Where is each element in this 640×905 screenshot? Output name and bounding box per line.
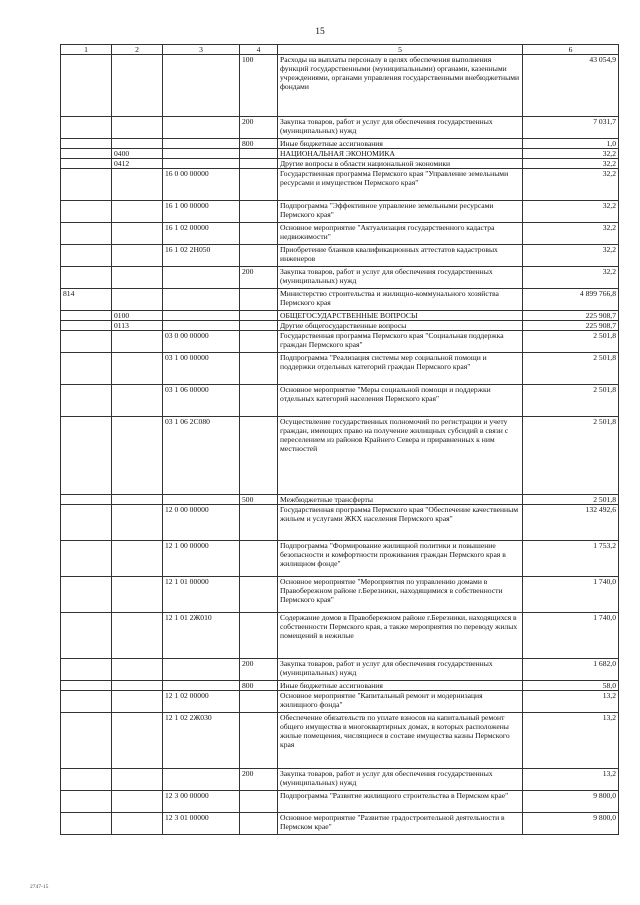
ministry-code-cell	[61, 659, 112, 681]
item-name-cell: Закупка товаров, работ и услуг для обеспечения государственных (муниципальных) нужд	[278, 769, 523, 791]
expense-type-cell	[240, 321, 278, 331]
amount-cell: 132 492,6	[523, 505, 619, 541]
amount-cell: 2 501,8	[523, 331, 619, 353]
ministry-code-cell	[61, 385, 112, 417]
table-row	[61, 267, 619, 289]
item-name-cell: НАЦИОНАЛЬНАЯ ЭКОНОМИКА	[278, 149, 523, 159]
amount-cell: 1,0	[523, 139, 619, 149]
expense-type-cell	[240, 813, 278, 835]
amount-cell: 13,2	[523, 769, 619, 791]
section-code-cell: 0100	[112, 311, 163, 321]
target-article-cell: 12 3 00 00000	[163, 791, 240, 813]
ministry-code-cell	[61, 713, 112, 769]
table-row	[61, 385, 619, 417]
target-article-cell: 12 1 01 00000	[163, 577, 240, 613]
amount-cell: 32,2	[523, 267, 619, 289]
target-article-cell	[163, 311, 240, 321]
target-article-cell	[163, 321, 240, 331]
ministry-code-cell	[61, 321, 112, 331]
expense-type-cell: 200	[240, 267, 278, 289]
table-row	[61, 769, 619, 791]
section-code-cell	[112, 417, 163, 495]
expense-type-cell: 200	[240, 659, 278, 681]
amount-cell: 58,0	[523, 681, 619, 691]
ministry-code-cell	[61, 201, 112, 223]
target-article-cell: 12 1 01 2Ж010	[163, 613, 240, 659]
item-name-cell: Подпрограмма "Реализация системы мер социальной помощи и поддержки отдельных категорий граждан Пермского края"	[278, 353, 523, 385]
expense-type-cell: 800	[240, 681, 278, 691]
table-row	[61, 245, 619, 267]
item-name-cell: Основное мероприятие "Развитие градостроительной деятельности в Пермском крае"	[278, 813, 523, 835]
target-article-cell	[163, 289, 240, 311]
column-number: 1	[61, 45, 112, 55]
table-row	[61, 321, 619, 331]
target-article-cell: 16 1 02 00000	[163, 223, 240, 245]
table-row	[61, 659, 619, 681]
amount-cell: 1 740,0	[523, 577, 619, 613]
column-number: 4	[240, 45, 278, 55]
ministry-code-cell	[61, 149, 112, 159]
expense-type-cell	[240, 201, 278, 223]
table-row	[61, 577, 619, 613]
section-code-cell	[112, 691, 163, 713]
amount-cell: 1 682,0	[523, 659, 619, 681]
expense-type-cell	[240, 331, 278, 353]
page-number: 15	[315, 27, 325, 37]
expense-type-cell	[240, 353, 278, 385]
table-row	[61, 691, 619, 713]
expense-type-cell	[240, 289, 278, 311]
amount-cell: 1 753,2	[523, 541, 619, 577]
item-name-cell: Обеспечение обязательств по уплате взносов на капитальный ремонт общего имущества в многоквартирных домах, в которых расположены жилые помещения, числящиеся в составе имущества казны Пермского края	[278, 713, 523, 769]
amount-cell: 4 899 766,8	[523, 289, 619, 311]
amount-cell: 13,2	[523, 691, 619, 713]
target-article-cell	[163, 159, 240, 169]
item-name-cell: Министерство строительства и жилищно-коммунального хозяйства Пермского края	[278, 289, 523, 311]
item-name-cell: Расходы на выплаты персоналу в целях обеспечения выполнения функций государственными (муниципальными) органами, казенными учреждениями, органами управления государственными внебюджетными фондами	[278, 55, 523, 117]
item-name-cell: Другие вопросы в области национальной экономики	[278, 159, 523, 169]
item-name-cell: Закупка товаров, работ и услуг для обеспечения государственных (муниципальных) нужд	[278, 117, 523, 139]
table-row	[61, 139, 619, 149]
table-row	[61, 149, 619, 159]
item-name-cell: Содержание домов в Правобережном районе г.Березники, находящихся в собственности Пермского края, а также мероприятия по переводу жилых помещений в нежилые	[278, 613, 523, 659]
table-row	[61, 541, 619, 577]
expense-type-cell	[240, 245, 278, 267]
ministry-code-cell	[61, 495, 112, 505]
section-code-cell	[112, 139, 163, 149]
section-code-cell	[112, 331, 163, 353]
table-row	[61, 169, 619, 201]
target-article-cell	[163, 139, 240, 149]
table-row	[61, 791, 619, 813]
target-article-cell	[163, 117, 240, 139]
table-row	[61, 713, 619, 769]
item-name-cell: Иные бюджетные ассигнования	[278, 681, 523, 691]
target-article-cell: 12 1 02 00000	[163, 691, 240, 713]
table-row	[61, 201, 619, 223]
expense-type-cell	[240, 385, 278, 417]
ministry-code-cell	[61, 169, 112, 201]
target-article-cell: 12 1 00 00000	[163, 541, 240, 577]
section-code-cell: 0113	[112, 321, 163, 331]
budget-table	[60, 44, 619, 835]
column-number: 3	[163, 45, 240, 55]
section-code-cell	[112, 541, 163, 577]
item-name-cell: Основное мероприятие "Меры социальной помощи и поддержки отдельных категорий населения Пермского края"	[278, 385, 523, 417]
target-article-cell	[163, 769, 240, 791]
expense-type-cell	[240, 577, 278, 613]
expense-type-cell: 500	[240, 495, 278, 505]
section-code-cell	[112, 613, 163, 659]
table-row	[61, 417, 619, 495]
target-article-cell: 03 1 06 00000	[163, 385, 240, 417]
amount-cell: 32,2	[523, 201, 619, 223]
target-article-cell: 16 1 00 00000	[163, 201, 240, 223]
item-name-cell: Приобретение бланков квалификационных аттестатов кадастровых инженеров	[278, 245, 523, 267]
expense-type-cell: 200	[240, 769, 278, 791]
expense-type-cell	[240, 505, 278, 541]
ministry-code-cell	[61, 417, 112, 495]
amount-cell: 2 501,8	[523, 353, 619, 385]
table-row	[61, 159, 619, 169]
item-name-cell: Основное мероприятие "Капитальный ремонт и модернизация жилищного фонда"	[278, 691, 523, 713]
table-row	[61, 311, 619, 321]
table-row	[61, 331, 619, 353]
amount-cell: 9 800,0	[523, 791, 619, 813]
target-article-cell: 03 0 00 00000	[163, 331, 240, 353]
expense-type-cell	[240, 149, 278, 159]
table-row	[61, 353, 619, 385]
item-name-cell: Основное мероприятие "Актуализация государственного кадастра недвижимости"	[278, 223, 523, 245]
target-article-cell: 12 3 01 00000	[163, 813, 240, 835]
section-code-cell	[112, 223, 163, 245]
table-row	[61, 223, 619, 245]
section-code-cell	[112, 245, 163, 267]
item-name-cell: Государственная программа Пермского края "Обеспечение качественным жильем и услугами ЖКХ населения Пермского края"	[278, 505, 523, 541]
expense-type-cell	[240, 791, 278, 813]
expense-type-cell	[240, 169, 278, 201]
item-name-cell: Закупка товаров, работ и услуг для обеспечения государственных (муниципальных) нужд	[278, 659, 523, 681]
ministry-code-cell	[61, 813, 112, 835]
amount-cell: 32,2	[523, 169, 619, 201]
item-name-cell: Иные бюджетные ассигнования	[278, 139, 523, 149]
target-article-cell: 12 1 02 2Ж030	[163, 713, 240, 769]
target-article-cell	[163, 149, 240, 159]
target-article-cell	[163, 267, 240, 289]
item-name-cell: ОБЩЕГОСУДАРСТВЕННЫЕ ВОПРОСЫ	[278, 311, 523, 321]
expense-type-cell: 100	[240, 55, 278, 117]
amount-cell: 9 800,0	[523, 813, 619, 835]
amount-cell: 32,2	[523, 223, 619, 245]
section-code-cell	[112, 117, 163, 139]
expense-type-cell	[240, 311, 278, 321]
expense-type-cell	[240, 691, 278, 713]
item-name-cell: Основное мероприятие "Мероприятия по управлению домами в Правобережном районе г.Березники, находящимися в собственности Пермского края"	[278, 577, 523, 613]
footer-code: 2747-15	[30, 884, 49, 890]
amount-cell: 2 501,8	[523, 385, 619, 417]
section-code-cell	[112, 659, 163, 681]
section-code-cell	[112, 385, 163, 417]
item-name-cell: Подпрограмма "Формирование жилищной политики и повышение безопасности и комфортности проживания граждан Пермского края в жилищном фонде"	[278, 541, 523, 577]
section-code-cell	[112, 769, 163, 791]
ministry-code-cell	[61, 139, 112, 149]
expense-type-cell: 800	[240, 139, 278, 149]
expense-type-cell: 200	[240, 117, 278, 139]
ministry-code-cell	[61, 541, 112, 577]
expense-type-cell	[240, 613, 278, 659]
ministry-code-cell	[61, 245, 112, 267]
target-article-cell	[163, 495, 240, 505]
section-code-cell	[112, 791, 163, 813]
item-name-cell: Другие общегосударственные вопросы	[278, 321, 523, 331]
ministry-code-cell	[61, 331, 112, 353]
column-number: 2	[112, 45, 163, 55]
item-name-cell: Межбюджетные трансферты	[278, 495, 523, 505]
target-article-cell: 12 0 00 00000	[163, 505, 240, 541]
amount-cell: 2 501,8	[523, 417, 619, 495]
ministry-code-cell	[61, 505, 112, 541]
target-article-cell	[163, 55, 240, 117]
ministry-code-cell	[61, 267, 112, 289]
section-code-cell	[112, 55, 163, 117]
amount-cell: 43 054,9	[523, 55, 619, 117]
section-code-cell: 0412	[112, 159, 163, 169]
target-article-cell: 03 1 00 00000	[163, 353, 240, 385]
table-row	[61, 289, 619, 311]
table-row	[61, 613, 619, 659]
expense-type-cell	[240, 417, 278, 495]
target-article-cell: 03 1 06 2С080	[163, 417, 240, 495]
expense-type-cell	[240, 541, 278, 577]
table-row	[61, 117, 619, 139]
expense-type-cell	[240, 223, 278, 245]
ministry-code-cell	[61, 681, 112, 691]
target-article-cell	[163, 659, 240, 681]
table-row	[61, 505, 619, 541]
amount-cell: 225 908,7	[523, 321, 619, 331]
section-code-cell	[112, 505, 163, 541]
section-code-cell	[112, 813, 163, 835]
amount-cell: 1 740,0	[523, 613, 619, 659]
ministry-code-cell	[61, 769, 112, 791]
section-code-cell	[112, 353, 163, 385]
ministry-code-cell	[61, 55, 112, 117]
amount-cell: 32,2	[523, 245, 619, 267]
target-article-cell: 16 1 02 2Н050	[163, 245, 240, 267]
table-row	[61, 813, 619, 835]
amount-cell: 7 031,7	[523, 117, 619, 139]
amount-cell: 32,2	[523, 159, 619, 169]
section-code-cell	[112, 681, 163, 691]
section-code-cell	[112, 577, 163, 613]
amount-cell: 13,2	[523, 713, 619, 769]
ministry-code-cell	[61, 691, 112, 713]
ministry-code-cell	[61, 353, 112, 385]
amount-cell: 32,2	[523, 149, 619, 159]
ministry-code-cell: 814	[61, 289, 112, 311]
section-code-cell: 0400	[112, 149, 163, 159]
amount-cell: 225 908,7	[523, 311, 619, 321]
ministry-code-cell	[61, 577, 112, 613]
section-code-cell	[112, 495, 163, 505]
item-name-cell: Подпрограмма "Эффективное управление земельными ресурсами Пермского края"	[278, 201, 523, 223]
column-number: 6	[523, 45, 619, 55]
ministry-code-cell	[61, 117, 112, 139]
item-name-cell: Государственная программа Пермского края "Управление земельными ресурсами и имуществом Пермского края"	[278, 169, 523, 201]
budget-table-body	[61, 45, 619, 835]
ministry-code-cell	[61, 311, 112, 321]
item-name-cell: Подпрограмма "Развитие жилищного строительства в Пермском крае"	[278, 791, 523, 813]
amount-cell: 2 501,8	[523, 495, 619, 505]
ministry-code-cell	[61, 613, 112, 659]
column-number-row	[61, 45, 619, 55]
table-row	[61, 55, 619, 117]
column-number: 5	[278, 45, 523, 55]
section-code-cell	[112, 289, 163, 311]
section-code-cell	[112, 267, 163, 289]
target-article-cell: 16 0 00 00000	[163, 169, 240, 201]
section-code-cell	[112, 169, 163, 201]
expense-type-cell	[240, 713, 278, 769]
item-name-cell: Осуществление государственных полномочий по регистрации и учету граждан, имеющих право на получение жилищных субсидий в связи с переселением из районов Крайнего Севера и приравненных к ним местностей	[278, 417, 523, 495]
section-code-cell	[112, 713, 163, 769]
ministry-code-cell	[61, 159, 112, 169]
item-name-cell: Государственная программа Пермского края "Социальная поддержка граждан Пермского края"	[278, 331, 523, 353]
expense-type-cell	[240, 159, 278, 169]
section-code-cell	[112, 201, 163, 223]
ministry-code-cell	[61, 223, 112, 245]
table-row	[61, 681, 619, 691]
target-article-cell	[163, 681, 240, 691]
table-row	[61, 495, 619, 505]
item-name-cell: Закупка товаров, работ и услуг для обеспечения государственных (муниципальных) нужд	[278, 267, 523, 289]
ministry-code-cell	[61, 791, 112, 813]
